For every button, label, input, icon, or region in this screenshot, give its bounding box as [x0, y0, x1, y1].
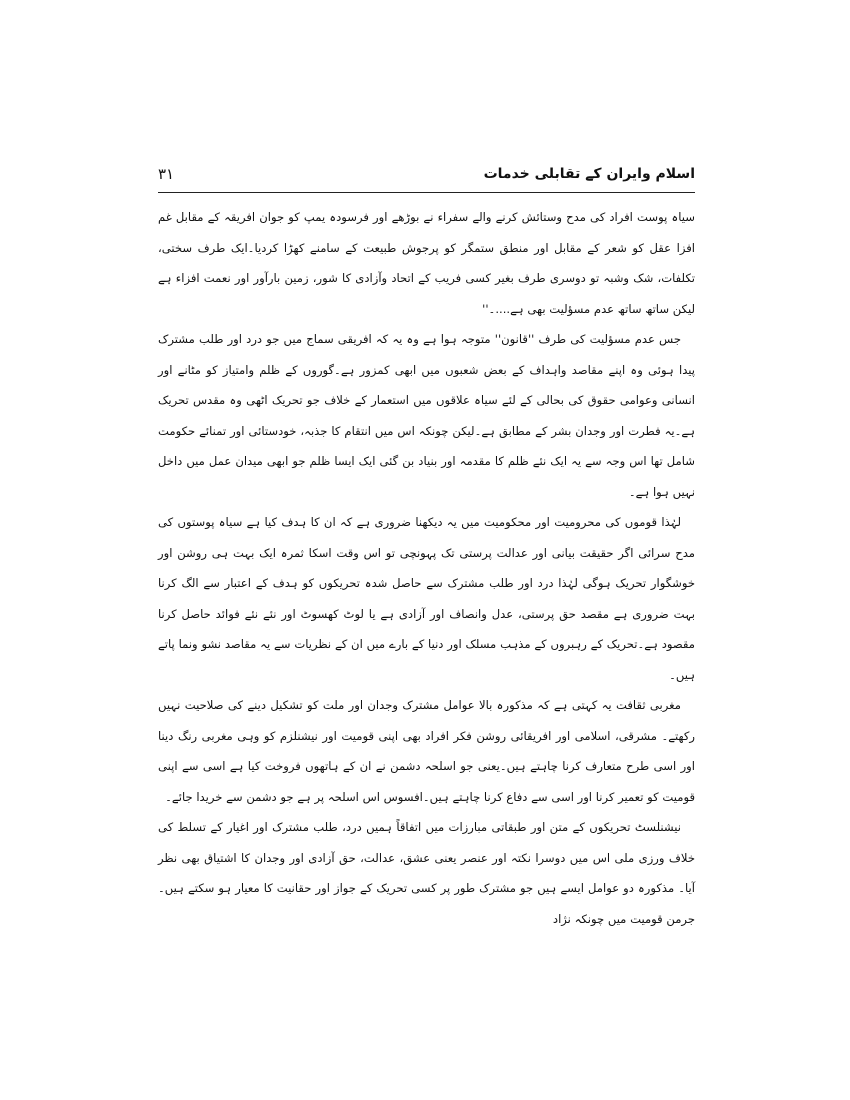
paragraph: سیاہ پوست افراد کی مدح وستائش کرنے والے سفراء نے بوڑھے اور فرسودہ یمپ کو جوان افریقہ کے مقابل غم افزا عقل کو شعر کے مقابل اور منطق ستمگر کو پرجوش طبیعت کے سامنے کھڑا کردیا۔ایک طرف سختی، تکلفات، شک وشبہ تو دوسری طرف بغیر کسی فریب کے اتحاد وآزادی کا شور، زمین بارآور اور نعمت افزاء ہے لیکن ساتھ ساتھ عدم مسؤلیت بھی ہے....۔'': [158, 210, 695, 316]
header-title: اسلام وایران کے تقابلی خدمات: [483, 166, 695, 182]
paragraph: مغربی ثقافت یہ کہتی ہے کہ مذکورہ بالا عوامل مشترک وجدان اور ملت کو تشکیل دینے کی صلاحیت نہیں رکھتے۔ مشرقی، اسلامی اور افریقائی روشن فکر افراد بھی اپنی قومیت اور نیشنلزم کو وہی مغربی رنگ دینا اور اسی طرح متعارف کرنا چاہتے ہیں۔یعنی جو اسلحہ دشمن نے ان کے ہاتھوں فروخت کیا ہے اسی سے اپنی قومیت کو تعمیر کرنا اور اسی سے دفاع کرنا چاہتے ہیں۔افسوس اس اسلحہ پر ہے جو دشمن سے خریدا جائے۔: [158, 698, 695, 804]
paragraph: جس عدم مسؤلیت کی طرف ''قانون'' متوجہ ہوا ہے وہ یہ کہ افریقی سماج میں جو درد اور طلب مشترک پیدا ہوئی وہ اپنے مقاصد واہداف کے بعض شعبوں میں ابھی کمزور ہے۔گوروں کے ظلم وامتیاز کو مٹانے اور انسانی وعوامی حقوق کی بحالی کے لئے سیاہ علاقوں میں استعمار کے خلاف جو تحریک اٹھی وہ مقدس تحریک ہے۔یہ فطرت اور وجدان بشر کے مطابق ہے۔لیکن چونکہ اس میں انتقام کا جذبہ، خودستائی اور تمنائے حکومت شامل تھا اس وجہ سے یہ ایک نئے ظلم کا مقدمہ اور بنیاد بن گئی ایک ایسا ظلم جو ابھی میدان عمل میں داخل نہیں ہوا ہے۔: [158, 332, 695, 499]
body-text: [158, 202, 695, 934]
page-number: ۳۱: [158, 165, 175, 183]
running-header: [158, 160, 695, 188]
paragraph: لہٰذا قوموں کی محرومیت اور محکومیت میں یہ دیکھنا ضروری ہے کہ ان کا ہدف کیا ہے سیاہ پوستوں کی مدح سرائی اگر حقیقت بیانی اور عدالت پرستی تک پہونچی تو اس وقت اسکا ثمرہ ایک بہت ہی روشن اور خوشگوار تحریک ہوگی لہٰذا درد اور طلب مشترک سے حاصل شدہ تحریکوں کو ہدف کے اعتبار سے الگ کرنا بہت ضروری ہے مقصد حق پرستی، عدل وانصاف اور آزادی ہے یا لوٹ کھسوٹ اور نئے نئے فوائد حاصل کرنا مقصود ہے۔تحریک کے رہبروں کے مذہب مسلک اور دنیا کے بارے میں ان کے نظریات سے یہ مقاصد نشو ونما پاتے ہیں۔: [158, 515, 695, 682]
header-divider: [158, 192, 695, 193]
paragraph: نیشنلسٹ تحریکوں کے متن اور طبقاتی مبارزات میں اتفاقاً ہمیں درد، طلب مشترک اور اغیار کے تسلط کی خلاف ورزی ملی اس میں دوسرا نکتہ اور عنصر یعنی عشق، عدالت، حق آزادی اور وجدان کا اشتیاق بھی نظر آیا۔ مذکورہ دو عوامل ایسے ہیں جو مشترک طور پر کسی تحریک کے جواز اور حقانیت کا معیار ہو سکتے ہیں۔جرمن قومیت میں چونکہ نژاد: [158, 820, 695, 926]
